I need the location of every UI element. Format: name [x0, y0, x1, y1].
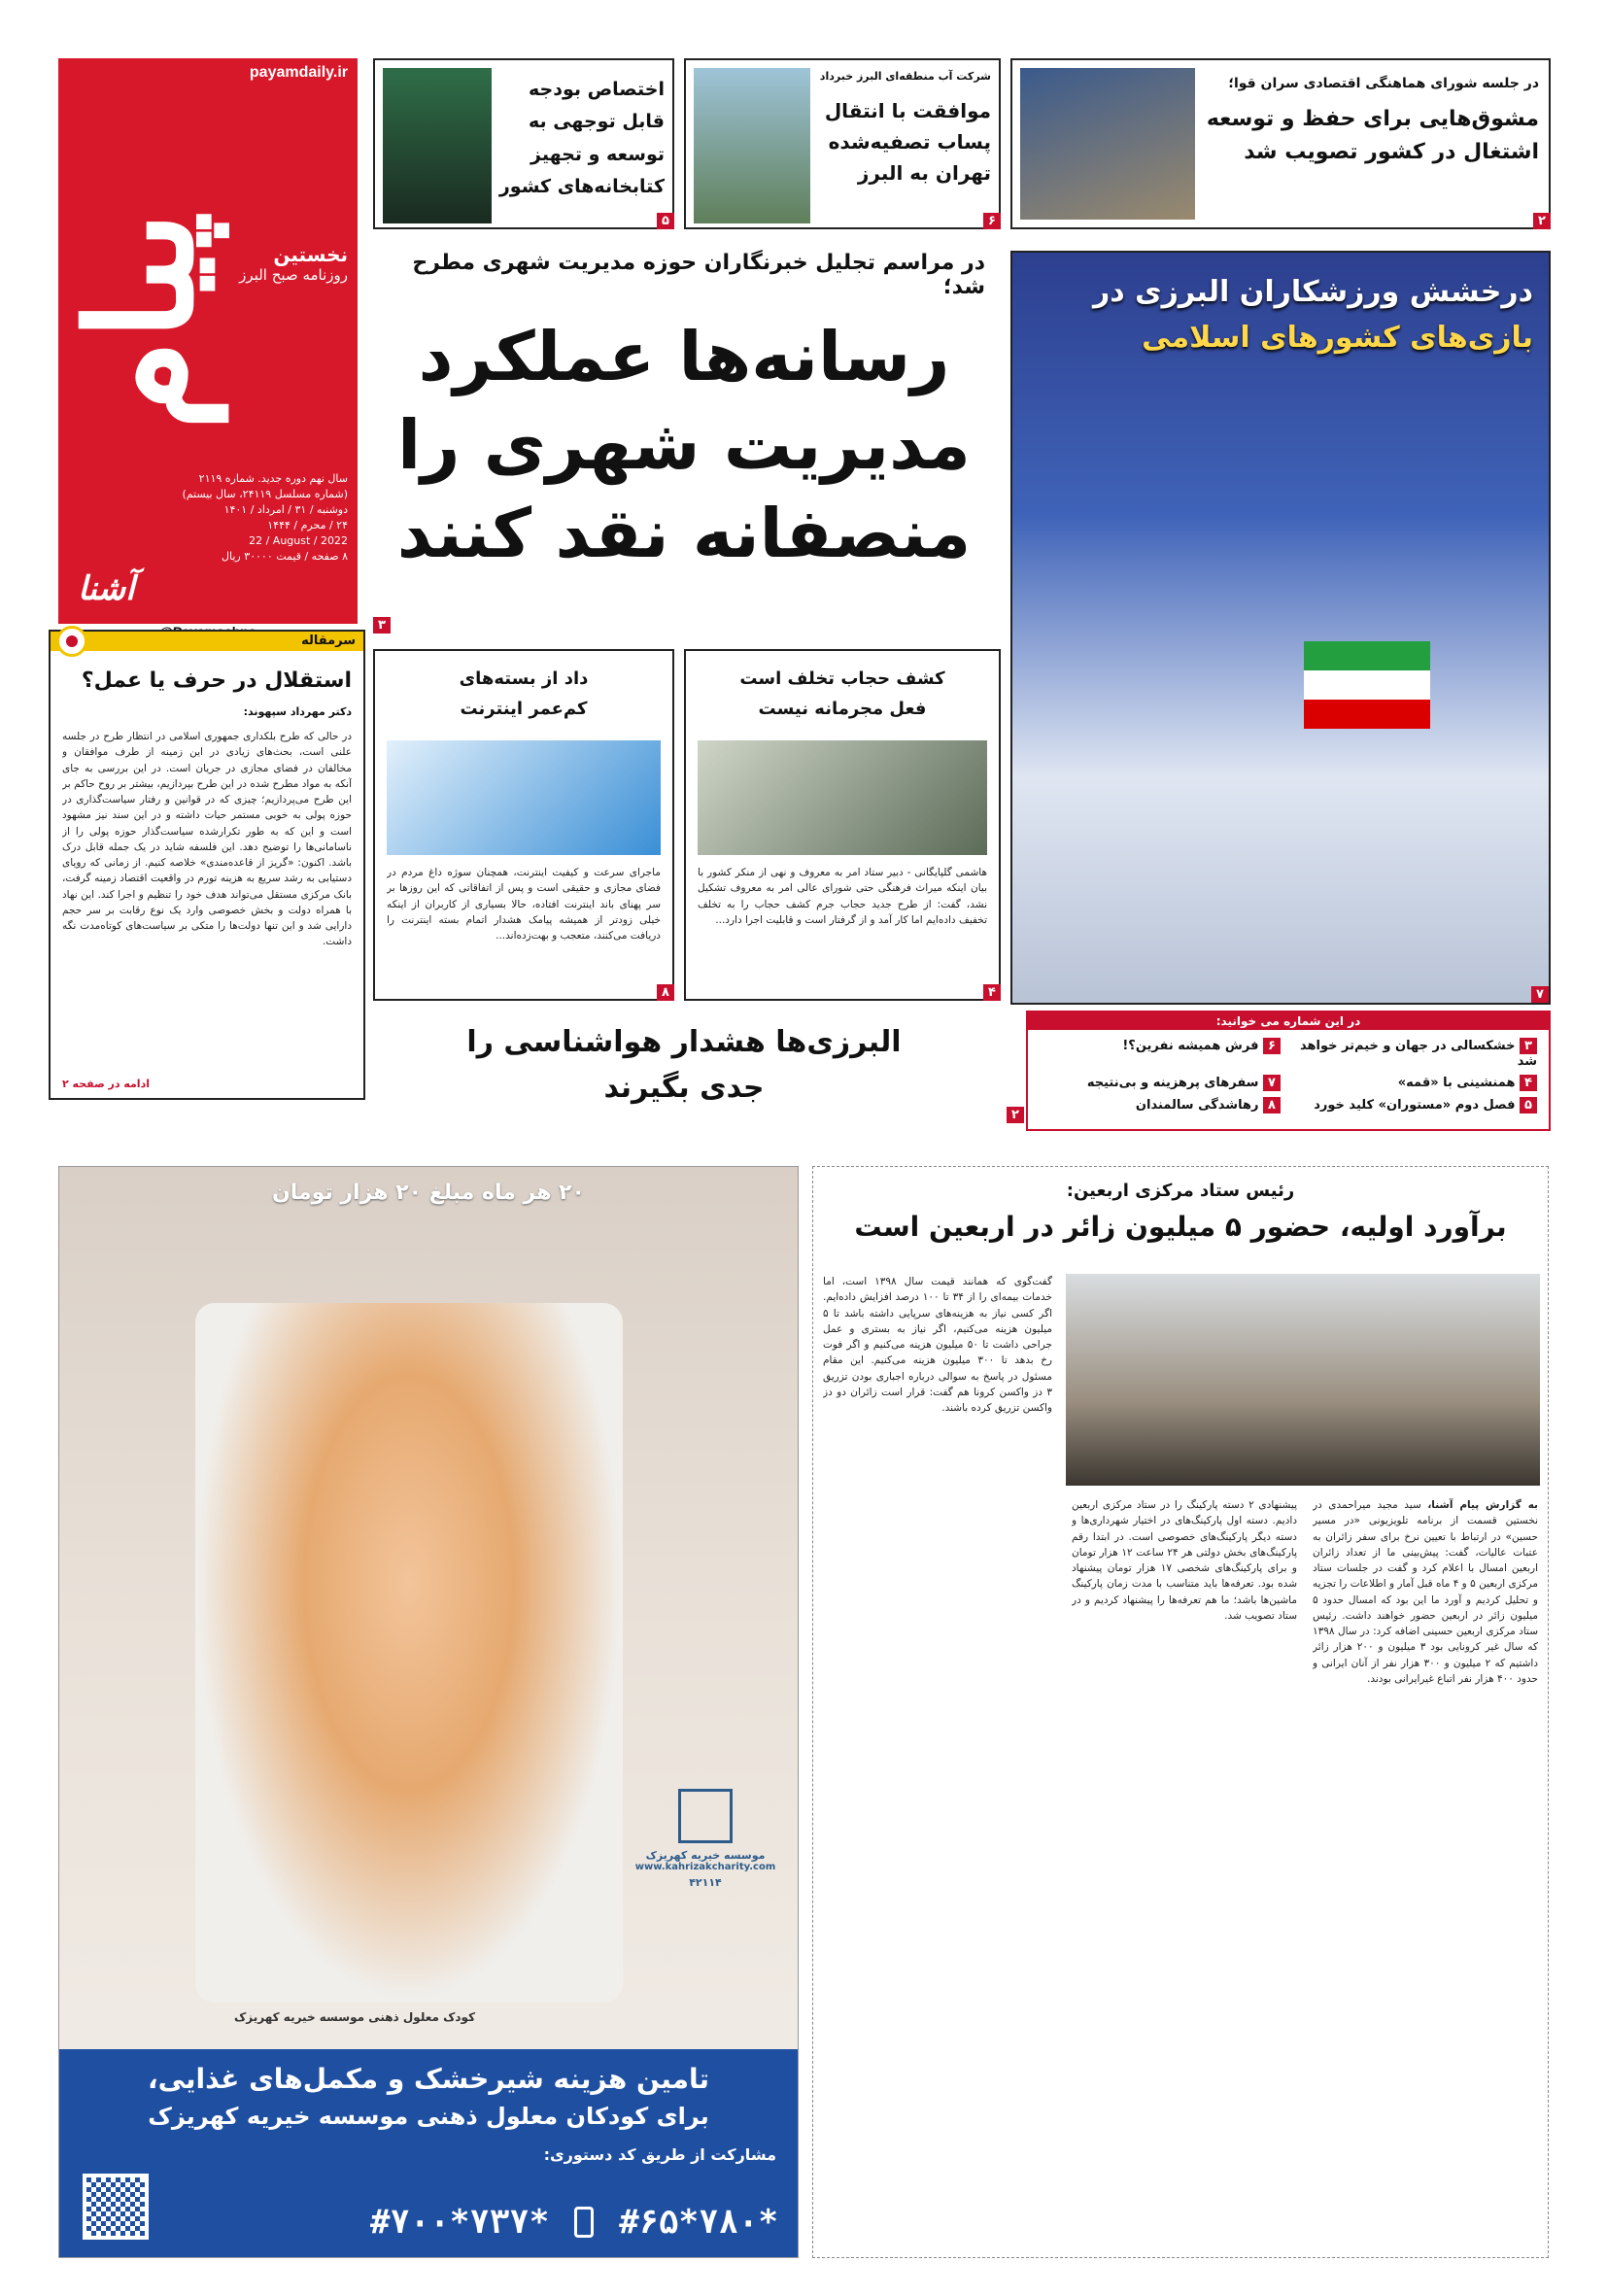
- ad-top-text: ۲۰ هر ماه مبلغ ۲۰ هزار تومان: [272, 1181, 585, 1205]
- internet-photo: [387, 740, 661, 855]
- arbaeen-col1: به گزارش پیام آشنا، سید مجید میراحمدی در نخستین قسمت از برنامه تلویزیونی «در مسیر حسین» در ارتباط با تعیین نرخ برای سفر زائران به عتبات عالیات، گفت: پیش‌بینی ما از تعداد زائران اربعین امسال با اعلام کرد و گفت در جلسات ستاد مرکزی اربعین ۵ و ۴ ماه قبل آمار و اطلاعات را تجزیه و تحلیل کردیم و آورد ما این بود که امسال حدود ۵ میلیون زائر در اربعین حضور خواهند داشت. رئیس ستاد مرکزی اربعین حسینی اضافه کرد: در سال ۱۳۹۸ که سال غیر کرونایی بود ۳ میلیون و ۲۰۰ هزار زائر داشتیم که ۲ میلیون و ۳۰۰ هزار نفر از آنان ایرانی و حدود ۴۰۰ هزار نفر اتباع غیرایرانی بودند.: [1313, 1499, 1538, 1685]
- lead-kicker: در مراسم تجلیل خبرنگاران حوزه مدیریت شهری مطرح شد؛: [412, 251, 985, 299]
- editorial-author: دکتر مهرداد سپهوند:: [243, 705, 352, 718]
- sports-title: درخشش ورزشکاران البرزی در بازی‌های کشورهای اسلامی: [1092, 275, 1533, 355]
- hijab-photo: [698, 740, 987, 855]
- water-photo: [694, 68, 810, 223]
- ad-org-logo: موسسه خیریه کهریزک www.kahrizakcharity.com ۴۲۱۱۴: [633, 1789, 778, 1889]
- baby-photo: [195, 1303, 623, 2003]
- issue-item[interactable]: ۵ فصل دوم «مستوران» کلید خورد: [1296, 1097, 1537, 1114]
- editorial-section-label: سرمقاله: [301, 634, 356, 648]
- ad-caption: کودک معلول ذهنی موسسه خیریه کهریزک: [234, 2010, 476, 2024]
- ad-code-primary[interactable]: #۶۵*۷۸۰*: [619, 2203, 778, 2242]
- in-issue-header: در این شماره می خوانید:: [1028, 1012, 1549, 1030]
- charity-ad[interactable]: [58, 1166, 799, 2258]
- lead-story[interactable]: در مراسم تجلیل خبرنگاران حوزه مدیریت شهری مطرح شد؛ رسانه‌ها عملکرد مدیریت شهری را منصفانه نقد کنند ۳: [373, 251, 995, 634]
- ad-blue-panel: تامین هزینه شیرخشک و مکمل‌های غذایی، برای کودکان معلول ذهنی موسسه خیریه کهریزک مشارکت از طریق کد دستوری: #۶۵*۷۸۰* #۷۰۰*۷۳۷*: [59, 2049, 798, 2257]
- council-photo: [1020, 68, 1195, 220]
- top-story-council[interactable]: در جلسه شورای هماهنگی اقتصادی سران قوا؛ مشوق‌هایی برای حفظ و توسعه اشتغال در کشور تصویب شد ۲: [1010, 58, 1551, 229]
- hijab-title: کشف حجاب تخلف است فعل مجرمانه نیست: [739, 668, 945, 719]
- editorial-eye-icon: [56, 626, 87, 657]
- ad-code-secondary[interactable]: #۷۰۰*۷۳۷*: [370, 2203, 550, 2242]
- logo-sub: آشنا: [78, 569, 135, 608]
- logo-text: پیام: [55, 211, 226, 430]
- sports-feature[interactable]: درخشش ورزشکاران البرزی در بازی‌های کشورهای اسلامی ۷: [1010, 251, 1551, 1005]
- editorial[interactable]: [49, 630, 365, 1100]
- tagline: نخستین روزنامه صبح البرز: [239, 243, 348, 284]
- issue-item[interactable]: ۳ خشکسالی در جهان و خیم‌تر خواهد شد: [1300, 1039, 1537, 1069]
- story-hijab[interactable]: کشف حجاب تخلف است فعل مجرمانه نیست هاشمی گلپایگانی - دبیر ستاد امر به معروف و نهی از منکر کشور با بیان اینکه میراث فرهنگی حتی شورای عالی امر به معروف تشکیل نشد، گفت: از طرح جدید حجاب جرم کشف حجاب را به تخلف تخفیف داده‌ایم اما کار آمد و از گرفتار است و قابلیت اجرا دارد... ۴: [684, 649, 1001, 1001]
- issue-item[interactable]: ۴ همنشینی با «قمه»: [1296, 1075, 1537, 1091]
- lead-headline: رسانه‌ها عملکرد مدیریت شهری را منصفانه نقد کنند: [396, 317, 972, 573]
- story-internet[interactable]: داد از بسته‌های کم‌عمر اینترنت ماجرای سرعت و کیفیت اینترنت، همچنان سوژه داغ مردم در فضای مجازی و حقیقی است و پس از اتفاقاتی که این روزها بر سر پهنای باند اینترنت افتاده، حالا بسیاری از کاربران از اینکه خیلی زودتر از همیشه پیامک هشدار اتمام بسته اینترنت را دریافت می‌کنند، متعجب و بهت‌زده‌اند... ۸: [373, 649, 674, 1001]
- site-url[interactable]: payamdaily.ir: [249, 64, 348, 81]
- editorial-continued[interactable]: ادامه در صفحه ۲: [62, 1078, 150, 1090]
- editorial-title: استقلال در حرف یا عمل؟: [81, 668, 352, 693]
- top-story-library[interactable]: اختصاص بودجه قابل توجهی به توسعه و تجهیز کتابخانه‌های کشور ۵: [373, 58, 674, 229]
- arbaeen-col3: گفت‌گوی که همانند قیمت سال ۱۳۹۸ است، اما خدمات بیمه‌ای را از ۳۴ تا ۱۰۰ درصد افزایش داده‌ایم. اگر کسی نیاز به هزینه‌های سرپایی داشته باشد تا ۵ میلیون هزینه می‌کنیم، اگر نیاز به بستری و عمل جراحی داشت تا ۵۰ میلیون هزینه می‌کنیم و اگر فوت رخ بدهد تا ۳۰۰ میلیون هزینه می‌کنیم. این مقام مسئول در پاسخ به سوالی درباره اجباری بودن تزریق ۳ دز واکسن کرونا هم گفت: قرار است زائران دو دز واکسن تزریق کرده باشند.: [823, 1276, 1052, 1415]
- iran-flag-icon: [1304, 641, 1430, 729]
- phone-icon: [574, 2207, 594, 2238]
- editorial-body: در حالی که طرح بلکداری جمهوری اسلامی در انتظار طرح در جلسه علنی است، بحث‌های زیادی در این زمینه از طرف موافقان و مخالفان در فضای مجازی در جریان است. در این بررسی به جای آنکه به مواد مطرح شده در این طرح بپردازیم، بیشتر بر روح حاکم بر این طرح می‌پردازیم؛ چیزی که در قوانین و رفتار سیاست‌گذاری در حوزه پولی به خوبی مستمر حیات داشته و در این سند نیز مشهود است و این که به طور تکرارشده سیاست‌گذار حوزه پولی را از ناسامانی‌ها را توضیح دهد. این فلسفه شاید در یک جمله قابل درک باشد. اکنون: «گریز از قاعده‌مندی» خلاصه کنیم. از زمانی که رویای دستیابی به رشد سریع به هزینه تورم در واقعیت اقتصاد زمینه گرفت، بانک مرکزی مستقل می‌تواند هدف خود را تنظیم و اجرا کند. این نهاد با همراه دولت و بخش خصوصی وارد یک نوع رقابت بر سر حجم دارایی شد و این تنها دولت‌ها را متکی بر سیاست‌های کوتاه‌مدت نگه داشت.: [62, 731, 352, 948]
- arbaeen-article[interactable]: [812, 1166, 1549, 2258]
- issue-item[interactable]: ۷ سفرهای پرهزینه و بی‌نتیجه: [1040, 1075, 1281, 1091]
- issue-info: سال نهم دوره جدید. شماره ۲۱۱۹ (شماره مسلسل ۲۴۱۱۹، سال بیستم) دوشنبه / ۳۱ / امرداد / ۱۴۰۱ ۲۴ / محرم / ۱۴۴۴ 22 / August / 2022 ۸ صفحه / قیمت ۳۰۰۰۰ ریال: [182, 472, 348, 563]
- masthead: [55, 58, 358, 624]
- arbaeen-col2: پیشنهادی ۲ دسته پارکینگ را در ستاد مرکزی اربعین دادیم. دسته اول پارکینگ‌های در اختیار شهرداری‌ها و دسته دیگر پارکینگ‌های خصوصی است. در ابتدا رقم پارکینگ‌های بخش دولتی هر ۲۴ ساعت ۱۲ هزار تومان و برای پارکینگ‌های شخصی ۱۷ هزار تومان پیشنهاد شده بود. تعرفه‌ها باید متناسب با مدت زمان پارکینگ ماشین‌ها باشد؛ ما هم تعرفه‌ها را پیشنهاد کردیم و در ستاد تصویب شد.: [1072, 1499, 1297, 1622]
- arbaeen-title: برآورد اولیه، حضور ۵ میلیون زائر در اربعین است: [854, 1211, 1507, 1243]
- internet-body: ماجرای سرعت و کیفیت اینترنت، همچنان سوژه داغ مردم در فضای مجازی و حقیقی است و پس از اتفاقاتی که این روزها بر سر پهنای باند اینترنت افتاده، حالا بسیاری از کاربران از اینکه خیلی زودتر از همیشه پیامک هشدار اتمام بسته اینترنت را دریافت می‌کنند، متعجب و بهت‌زده‌اند...: [387, 867, 661, 942]
- issue-item[interactable]: ۸ رهاشدگی سالمندان: [1040, 1097, 1281, 1114]
- arbaeen-photo: [1066, 1274, 1540, 1486]
- weather-story[interactable]: البرزی‌ها هشدار هواشناسی را جدی بگیرند ۲: [373, 1020, 995, 1127]
- minister-photo: [383, 68, 492, 223]
- in-this-issue: [1026, 1011, 1551, 1131]
- qr-code-icon[interactable]: [83, 2174, 149, 2240]
- top-story-water[interactable]: شرکت آب منطقه‌ای البرز خبرداد موافقت با انتقال پساب تصفیه‌شده تهران به البرز ۶: [684, 58, 1001, 229]
- hijab-body: هاشمی گلپایگانی - دبیر ستاد امر به معروف و نهی از منکر کشور با بیان اینکه میراث فرهنگی حتی شورای عالی امر به معروف تشکیل نشد، گفت: از طرح جدید حجاب جرم کشف حجاب را به تخلف تخفیف داده‌ایم اما کار آمد و از گرفتار است و قابلیت اجرا دارد...: [698, 867, 987, 926]
- issue-item[interactable]: ۶ فرش همیشه نفرین؟!: [1040, 1038, 1281, 1069]
- arbaeen-kicker: رئیس ستاد مرکزی اربعین:: [1066, 1181, 1295, 1201]
- internet-title: داد از بسته‌های کم‌عمر اینترنت: [459, 668, 589, 719]
